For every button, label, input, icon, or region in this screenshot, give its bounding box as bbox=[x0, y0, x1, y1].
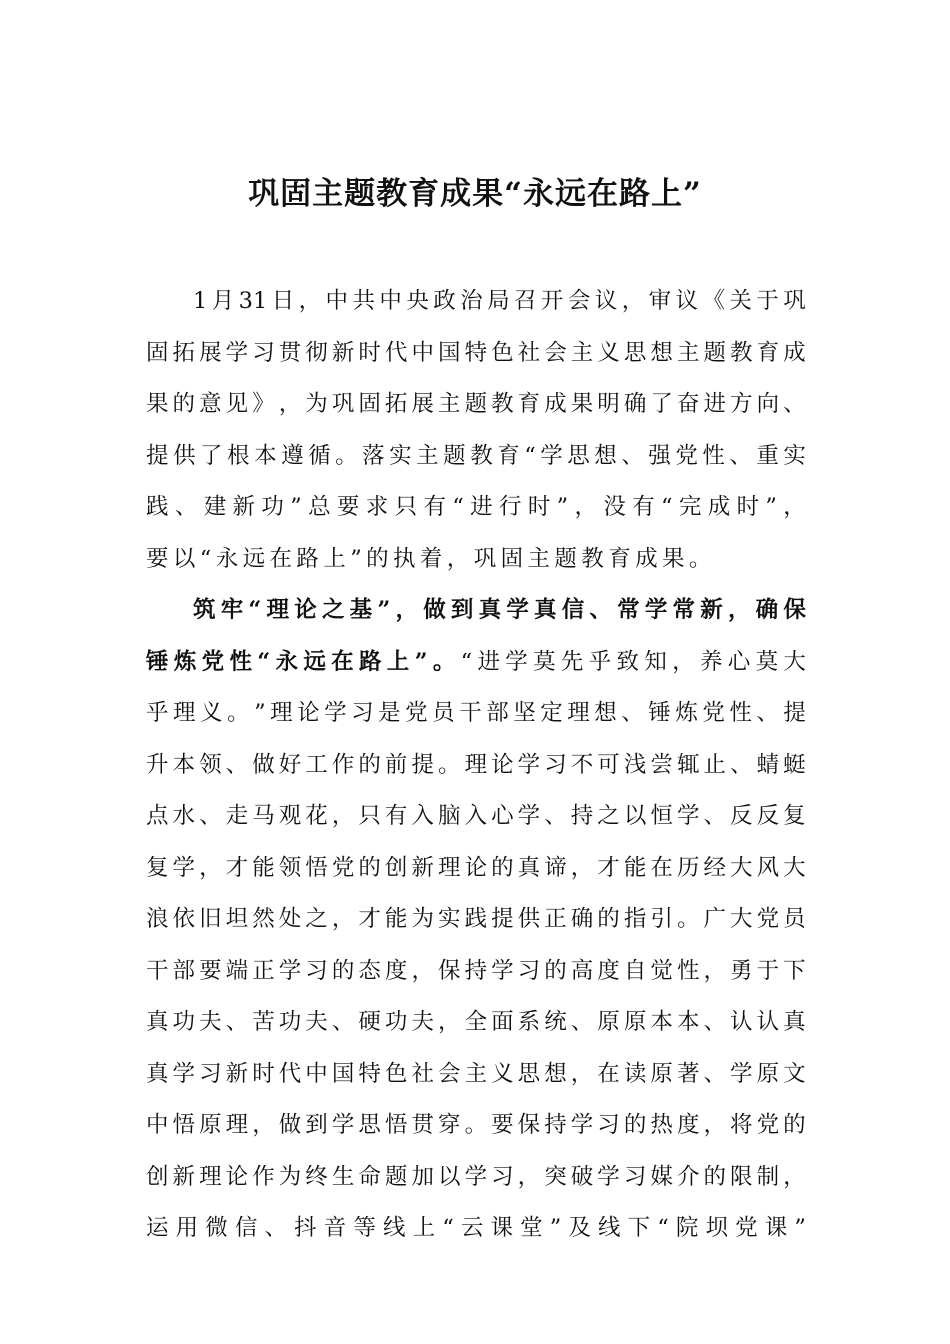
paragraph-line: 创 新 理 论 作 为 终 生 命 题 加 以 学 习 ， 突 破 学 习 媒 介 的 限 制 ， bbox=[146, 1163, 806, 1190]
paragraph-line: 干 部 要 端 正 学 习 的 态 度 ， 保 持 学 习 的 高 度 自 觉 性 ， 勇 于 下 bbox=[146, 957, 806, 984]
paragraph-heading-line: 筑 牢 “ 理 论 之 基 ” ， 做 到 真 学 真 信 、 常 学 常 新 ， 确 保 bbox=[193, 597, 806, 623]
paragraph-line: 要以“永远在路上”的执着，巩固主题教育成果。 bbox=[146, 545, 716, 572]
paragraph-line: 升 本 领 、 做 好 工 作 的 前 提 。 理 论 学 习 不 可 浅 尝 辄 止 、 蜻 蜓 bbox=[146, 751, 806, 778]
paragraph-line: 中 悟 原 理 ， 做 到 学 思 悟 贯 穿 。 要 保 持 学 习 的 热 度 ， 将 党 的 bbox=[146, 1112, 806, 1138]
paragraph-line: 乎 理 义 。 ” 理 论 学 习 是 党 员 干 部 坚 定 理 想 、 锤 炼 党 性 、 提 bbox=[146, 700, 806, 726]
paragraph-line: 1 月 31 日 ， 中 共 中 央 政 治 局 召 开 会 议 ， 审 议 《 关 于 巩 bbox=[193, 288, 806, 314]
paragraph-line: 固 拓 展 学 习 贯 彻 新 时 代 中 国 特 色 社 会 主 义 思 想 主 题 教 育 成 bbox=[146, 339, 806, 366]
paragraph-line: 真 功 夫 、 苦 功 夫 、 硬 功 夫 ， 全 面 系 统 、 原 原 本 本 、 认 认 真 bbox=[146, 1009, 806, 1035]
document-body bbox=[146, 283, 806, 1262]
paragraph-mixed-line: 锤 炼 党 性 “ 永 远 在 路 上 ” 。 “ 进 学 莫 先 乎 致 知 ， 养 心 莫 大 bbox=[146, 648, 806, 675]
paragraph-line: 点 水 、 走 马 观 花 ， 只 有 入 脑 入 心 学 、 持 之 以 恒 学 、 反 反 复 bbox=[146, 803, 806, 829]
paragraph-line: 浪 依 旧 坦 然 处 之 ， 才 能 为 实 践 提 供 正 确 的 指 引 。 广 大 党 员 bbox=[146, 906, 806, 932]
paragraph-line: 运 用 微 信 、 抖 音 等 线 上 “ 云 课 堂 ” 及 线 下 “ 院 坝 党 课 ” bbox=[146, 1215, 806, 1241]
paragraph-line: 提 供 了 根 本 遵 循 。 落 实 主 题 教 育 “ 学 思 想 、 强 党 性 、 重 实 bbox=[146, 442, 806, 469]
paragraph-line: 果 的 意 见 》 ， 为 巩 固 拓 展 主 题 教 育 成 果 明 确 了 奋 进 方 向 、 bbox=[146, 391, 806, 417]
document-title: 巩固主题教育成果“永远在路上” bbox=[248, 176, 702, 212]
paragraph-line: 真 学 习 新 时 代 中 国 特 色 社 会 主 义 思 想 ， 在 读 原 著 、 学 原 文 bbox=[146, 1060, 806, 1087]
paragraph-line: 复 学 ， 才 能 领 悟 党 的 创 新 理 论 的 真 谛 ， 才 能 在 历 经 大 风 大 bbox=[146, 854, 806, 881]
paragraph-line: 践 、 建 新 功 ” 总 要 求 只 有 “ 进 行 时 ” ， 没 有 “ 完 成 时 ” ， bbox=[146, 494, 806, 520]
